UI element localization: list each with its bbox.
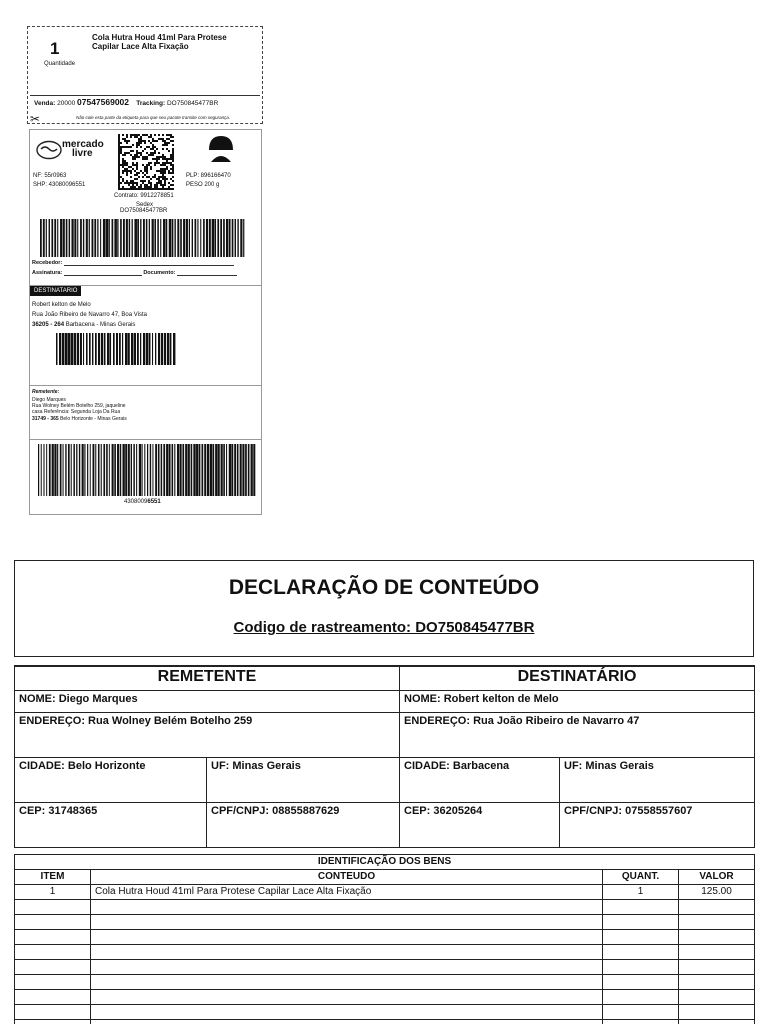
table-row xyxy=(15,885,755,900)
sender-city: Belo Horizonte - Minas Gerais xyxy=(60,416,127,422)
quantity-cell xyxy=(603,930,679,945)
value-cell: 125.00 xyxy=(679,885,755,900)
signature-field xyxy=(32,270,237,276)
recebedor-label: Recebedor: xyxy=(32,260,63,266)
quantity-cell xyxy=(603,1005,679,1020)
sender-section xyxy=(30,386,261,440)
value-cell xyxy=(679,900,755,915)
label-top-slip xyxy=(27,26,263,124)
item-cell xyxy=(15,990,91,1005)
venda-prefix: 20000 xyxy=(57,100,76,107)
table-row xyxy=(15,990,755,1005)
content-cell xyxy=(91,1020,603,1024)
quantity-cell xyxy=(603,1020,679,1024)
divider xyxy=(30,95,260,96)
recipient-address-cell: ENDEREÇO: Rua João Ribeiro de Navarro 47 xyxy=(400,712,755,757)
recipient-cpf-cell: CPF/CNPJ: 07558557607 xyxy=(560,802,755,847)
tracking-barcode xyxy=(40,219,246,257)
recipient-column-heading: DESTINATÁRIO xyxy=(400,666,755,690)
sender-column-heading: REMETENTE xyxy=(15,666,400,690)
item-cell xyxy=(15,1005,91,1020)
content-cell xyxy=(91,990,603,1005)
quantity-cell: 1 xyxy=(603,885,679,900)
recipient-name-cell: NOME: Robert kelton de Melo xyxy=(400,690,755,712)
sender-city-cell: CIDADE: Belo Horizonte xyxy=(15,757,207,802)
recipient-cep-cell: CEP: 36205264 xyxy=(400,802,560,847)
recipient-city-line xyxy=(32,322,135,330)
table-row xyxy=(15,960,755,975)
sender-cpf-cell: CPF/CNPJ: 08855887629 xyxy=(207,802,400,847)
content-cell xyxy=(91,1005,603,1020)
value-cell xyxy=(679,990,755,1005)
tracking-label: Tracking: xyxy=(136,100,166,107)
table-row xyxy=(15,900,755,915)
table-row xyxy=(15,1005,755,1020)
declaration-tracking: Codigo de rastreamento: DO750845477BR xyxy=(233,619,535,636)
value-cell xyxy=(679,960,755,975)
sender-cep-cell: CEP: 31748365 xyxy=(15,802,207,847)
brand-line2: livre xyxy=(72,148,93,159)
goods-body xyxy=(15,885,755,1024)
content-cell xyxy=(91,915,603,930)
nf-number: NF: 55r0963 xyxy=(33,173,67,179)
quantity-label: Quantidade xyxy=(44,61,76,67)
shipping-label xyxy=(29,129,262,515)
goods-title-row xyxy=(15,855,755,870)
venda-number: 07547569002 xyxy=(77,97,130,107)
item-cell xyxy=(15,960,91,975)
recipient-section xyxy=(30,286,261,386)
recipient-name: Robert kelton de Melo xyxy=(32,302,91,308)
brand-line1: mercado xyxy=(62,139,104,150)
declaration-title: DECLARAÇÃO DE CONTEÚDO xyxy=(228,576,540,599)
recipient-city-cell: CIDADE: Barbacena xyxy=(400,757,560,802)
label-header-section xyxy=(30,130,261,286)
item-cell xyxy=(15,975,91,990)
cut-note: Não cole esta parte da etiqueta para que seu pacote transite com segurança. xyxy=(76,115,231,120)
table-row xyxy=(15,915,755,930)
content-cell xyxy=(91,960,603,975)
plp-number: PLP: 896166470 xyxy=(186,173,231,179)
value-cell xyxy=(679,930,755,945)
quantity-value: 1 xyxy=(50,39,60,58)
shipment-barcode xyxy=(38,444,256,496)
goods-header-row xyxy=(15,870,755,885)
documento-line xyxy=(177,270,237,276)
sender-address-cell: ENDEREÇO: Rua Wolney Belém Botelho 259 xyxy=(15,712,400,757)
sender-heading: Remetente: xyxy=(32,389,60,395)
mercado-livre-logo-icon xyxy=(36,140,62,160)
quantity-cell xyxy=(603,900,679,915)
value-column-header: VALOR xyxy=(679,870,755,885)
package-weight: PESO 200 g xyxy=(186,182,220,188)
value-cell xyxy=(679,1020,755,1024)
recipient-heading: DESTINATARIO xyxy=(30,286,81,296)
sender-city-line xyxy=(32,416,127,422)
service-type: Sedex xyxy=(136,202,154,208)
quantity-cell xyxy=(603,975,679,990)
carrier-logo-icon xyxy=(206,134,236,164)
item-cell xyxy=(15,930,91,945)
content-cell: Cola Hutra Houd 41ml Para Protese Capilar Lace Alta Fixação xyxy=(91,885,603,900)
item-cell xyxy=(15,1020,91,1024)
content-cell xyxy=(91,975,603,990)
sender-reference: casa Referência: Segunda Loja Da Rua xyxy=(32,409,121,415)
recebedor-field xyxy=(32,260,234,266)
parties-table xyxy=(14,665,755,848)
content-cell xyxy=(91,945,603,960)
content-cell xyxy=(91,900,603,915)
venda-label: Venda: xyxy=(34,100,56,107)
quantity-cell xyxy=(603,960,679,975)
declaration-header xyxy=(14,560,754,657)
shipment-code xyxy=(124,499,161,507)
sender-street: Rua Wolney Belém Botelho 259, jaqueline xyxy=(32,403,126,409)
recipient-uf-cell: UF: Minas Gerais xyxy=(560,757,755,802)
sender-name-cell: NOME: Diego Marques xyxy=(15,690,400,712)
table-row xyxy=(15,1020,755,1024)
goods-table xyxy=(14,854,755,1024)
sender-cep: 31749 - 365 xyxy=(32,416,59,422)
quantity-cell xyxy=(603,990,679,1005)
tracking-number: DO750845477BR xyxy=(166,100,219,107)
address-row xyxy=(15,712,755,757)
table-row xyxy=(15,945,755,960)
item-column-header: ITEM xyxy=(15,870,91,885)
scissors-icon: ✂ xyxy=(30,112,41,126)
shipment-code-a: 4308009 xyxy=(124,499,148,505)
datamatrix-code xyxy=(118,134,174,190)
goods-title: IDENTIFICAÇÃO DOS BENS xyxy=(15,855,755,870)
label-tracking-number: DO750845477BR xyxy=(120,208,168,214)
item-cell xyxy=(15,945,91,960)
item-cell xyxy=(15,915,91,930)
content-column-header: CONTEUDO xyxy=(91,870,603,885)
name-row xyxy=(15,690,755,712)
documento-label: Documento: xyxy=(143,270,176,276)
contract-number: Contrato: 9912278851 xyxy=(114,193,174,199)
quantity-column-header: QUANT. xyxy=(603,870,679,885)
sender-uf-cell: UF: Minas Gerais xyxy=(207,757,400,802)
value-cell xyxy=(679,915,755,930)
item-cell xyxy=(15,900,91,915)
brand-name xyxy=(62,140,104,158)
parties-heading-row xyxy=(15,666,755,690)
value-cell xyxy=(679,1005,755,1020)
assinatura-line xyxy=(64,270,142,276)
cep-row xyxy=(15,802,755,847)
value-cell xyxy=(679,945,755,960)
quantity-cell xyxy=(603,915,679,930)
product-name: Cola Hutra Houd 41ml Para Protese Capilar Lace Alta Fixação xyxy=(92,33,227,51)
assinatura-label: Assinatura: xyxy=(32,270,63,276)
item-cell: 1 xyxy=(15,885,91,900)
recipient-barcode xyxy=(56,333,176,365)
shp-number: SHP: 43080096551 xyxy=(33,182,86,188)
value-cell xyxy=(679,975,755,990)
shipment-code-b: 6551 xyxy=(147,499,161,505)
recebedor-line xyxy=(64,260,234,266)
recipient-street: Rua João Ribeiro de Navarro 47, Boa Vista xyxy=(32,312,147,318)
table-row xyxy=(15,930,755,945)
table-row xyxy=(15,975,755,990)
quantity-cell xyxy=(603,945,679,960)
sale-tracking-line xyxy=(34,97,218,107)
content-cell xyxy=(91,930,603,945)
city-row xyxy=(15,757,755,802)
recipient-city: Barbacena - Minas Gerais xyxy=(65,322,136,328)
recipient-cep: 36205 - 264 xyxy=(32,322,65,328)
sender-name: Diego Marques xyxy=(32,397,66,403)
